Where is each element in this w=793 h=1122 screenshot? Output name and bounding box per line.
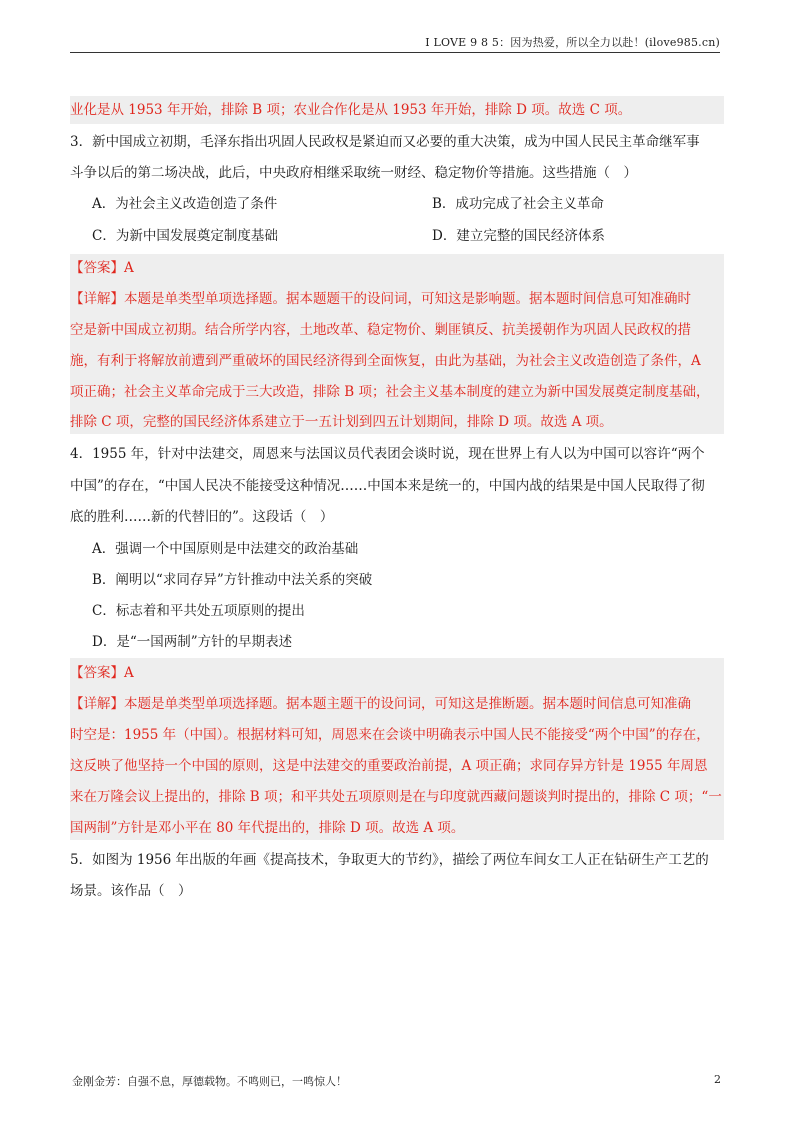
q4-option-b: B．阐明以“求同存异”方针推动中法关系的突破 bbox=[92, 572, 373, 588]
q3-option-d: D．建立完整的国民经济体系 bbox=[432, 228, 605, 244]
page-header bbox=[70, 30, 720, 53]
page-number: 2 bbox=[714, 1073, 721, 1086]
q3-explain-line-5: 排除 C 项，完整的国民经济体系建立于一五计划到四五计划期间，排除 D 项。故选 A 项。 bbox=[70, 414, 613, 430]
q4-option-a: A．强调一个中国原则是中法建交的政治基础 bbox=[92, 541, 359, 557]
q3-explain-line-1: 【详解】本题是单类型单项选择题。据本题题干的设问词，可知这是影响题。据本题时间信息可知准确时 bbox=[70, 291, 691, 307]
q3-option-c: C．为新中国发展奠定制度基础 bbox=[92, 228, 278, 244]
q3-explain-line-2: 空是新中国成立初期。结合所学内容，土地改革、稳定物价、剿匪镇反、抗美援朝作为巩固人民政权的措 bbox=[70, 322, 691, 338]
q3-stem-line-1: 3．新中国成立初期，毛泽东指出巩固人民政权是紧迫而又必要的重大决策，成为中国人民民主革命继军事 bbox=[70, 134, 700, 150]
q4-explain-line-5: 国两制”方针是邓小平在 80 年代提出的，排除 D 项。故选 A 项。 bbox=[70, 820, 465, 836]
q4-stem-line-3: 底的胜利……新的代替旧的”。这段话（ ） bbox=[70, 509, 334, 525]
q4-explain-line-3: 这反映了他坚持一个中国的原则，这是中法建交的重要政治前提，A 项正确；求同存异方针是 1955 年周恩 bbox=[70, 758, 708, 774]
q4-explain-line-4: 来在万隆会议上提出的，排除 B 项；和平共处五项原则是在与印度就西藏问题谈判时提出的，排除 C 项；“一 bbox=[70, 789, 722, 805]
q4-option-d: D．是“一国两制”方针的早期表述 bbox=[92, 634, 293, 650]
q3-option-a: A．为社会主义改造创造了条件 bbox=[92, 196, 278, 212]
q4-stem-line-1: 4．1955 年，针对中法建交，周恩来与法国议员代表团会谈时说，现在世界上有人以为中国可以容许“两个 bbox=[70, 446, 705, 462]
footer-motto: 金刚金芳：自强不息，厚德载物。不鸣则已，一鸣惊人！ bbox=[72, 1075, 347, 1088]
q3-answer-block bbox=[70, 254, 724, 434]
q5-stem-line-2: 场景。该作品（ ） bbox=[70, 883, 192, 899]
q4-option-c: C．标志着和平共处五项原则的提出 bbox=[92, 603, 305, 619]
q4-answer-block bbox=[70, 658, 724, 840]
q3-explain-line-4: 项正确；社会主义革命完成于三大改造，排除 B 项；社会主义基本制度的建立为新中国发展奠定制度基础， bbox=[70, 384, 710, 400]
header-slogan: I LOVE 9 8 5：因为热爱，所以全力以赴！(ilove985.cn) bbox=[425, 36, 720, 49]
q4-explain-line-2: 时空是：1955 年（中国）。根据材料可知，周恩来在会谈中明确表示中国人民不能接受“两个中国”的存在， bbox=[70, 727, 710, 743]
q3-option-b: B．成功完成了社会主义革命 bbox=[432, 196, 604, 212]
q5-stem-line-1: 5．如图为 1956 年出版的年画《提高技术，争取更大的节约》，描绘了两位车间女工人正在钻研生产工艺的 bbox=[70, 852, 709, 868]
q3-stem-line-2: 斗争以后的第二场决战，此后，中央政府相继采取统一财经、稳定物价等措施。这些措施（ ） bbox=[70, 165, 637, 181]
prev-explain-tail: 业化是从 1953 年开始，排除 B 项；农业合作化是从 1953 年开始，排除 D 项。故选 C 项。 bbox=[70, 102, 632, 118]
q4-explain-line-1: 【详解】本题是单类型单项选择题。据本题主题干的设问词，可知这是推断题。据本题时间信息可知准确 bbox=[70, 696, 691, 712]
q3-explain-line-3: 施，有利于将解放前遭到严重破坏的国民经济得到全面恢复，由此为基础，为社会主义改造创造了条件，A bbox=[70, 353, 701, 369]
q4-answer: 【答案】A bbox=[70, 665, 134, 681]
q4-stem-line-2: 中国”的存在，“中国人民决不能接受这种情况……中国本来是统一的，中国内战的结果是中国人民取得了彻 bbox=[70, 478, 705, 494]
q3-answer: 【答案】A bbox=[70, 260, 134, 276]
